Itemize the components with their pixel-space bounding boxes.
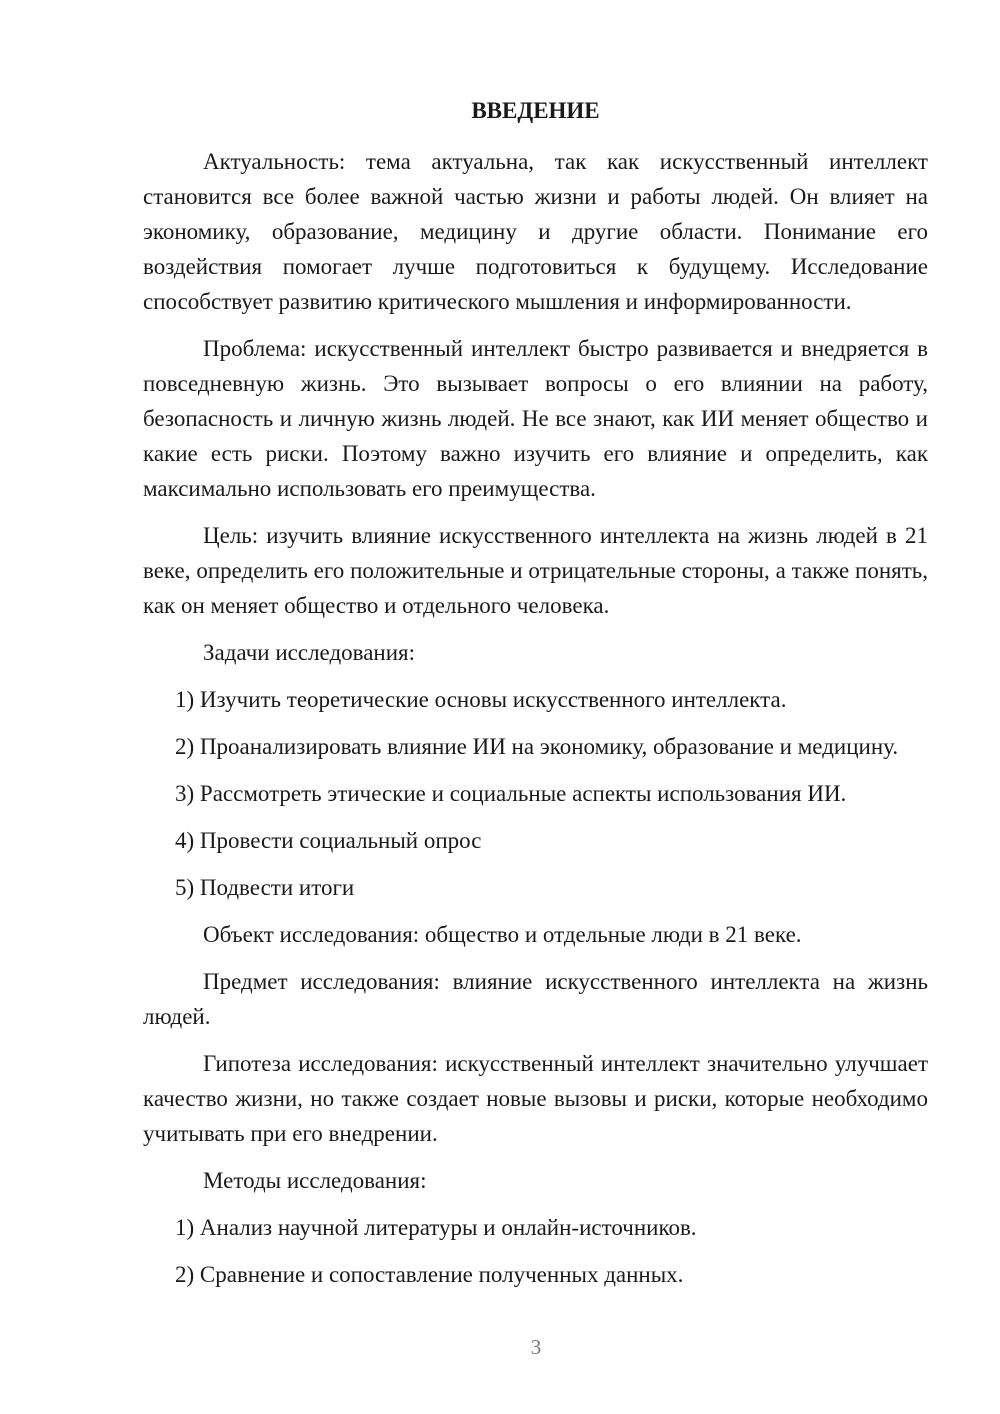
paragraph-methods-heading: Методы исследования: [203,1168,427,1193]
paragraph-relevance: Актуальность: тема актуальна, так как искусственный интеллект становится все более важной частью жизни и работы людей. Он влияет на экономику, образование, медицину и другие области. Понимание его воздействия помогает лучше подготовиться к будущему. Исследование способствует развитию критического мышления и информированности. [143,149,928,314]
paragraph-tasks-heading: Задачи исследования: [203,640,416,665]
list-item-task-2: 2) Проанализировать влияние ИИ на экономику, образование и медицину. [175,734,899,759]
paragraph-problem: Проблема: искусственный интеллект быстро развивается и внедряется в повседневную жизнь. Это вызывает вопросы о его влиянии на работу, безопасность и личную жизнь людей. Не все знают, как ИИ меняет общество и какие есть риски. Поэтому важно изучить его влияние и определить, как максимально использовать его преимущества. [143,336,928,501]
paragraph-hypothesis: Гипотеза исследования: искусственный интеллект значительно улучшает качество жизни, но также создает новые вызовы и риски, которые необходимо учитывать при его внедрении. [143,1051,928,1146]
list-item-task-4: 4) Провести социальный опрос [175,828,482,853]
paragraph-object: Объект исследования: общество и отдельные люди в 21 веке. [203,922,802,947]
list-item-task-3: 3) Рассмотреть этические и социальные аспекты использования ИИ. [175,781,847,806]
document-body [143,96,928,1292]
list-item-method-1: 1) Анализ научной литературы и онлайн-источников. [175,1215,697,1240]
list-item-method-2: 2) Сравнение и сопоставление полученных данных. [175,1262,684,1287]
paragraph-goal: Цель: изучить влияние искусственного интеллекта на жизнь людей в 21 веке, определить его положительные и отрицательные стороны, а также понять, как он меняет общество и отдельного человека. [143,523,928,618]
paragraph-subject: Предмет исследования: влияние искусственного интеллекта на жизнь людей. [143,969,928,1029]
page-number: 3 [530,1335,542,1359]
list-item-task-1: 1) Изучить теоретические основы искусственного интеллекта. [175,687,787,712]
list-item-task-5: 5) Подвести итоги [175,875,355,900]
section-title: ВВЕДЕНИЕ [471,98,600,123]
